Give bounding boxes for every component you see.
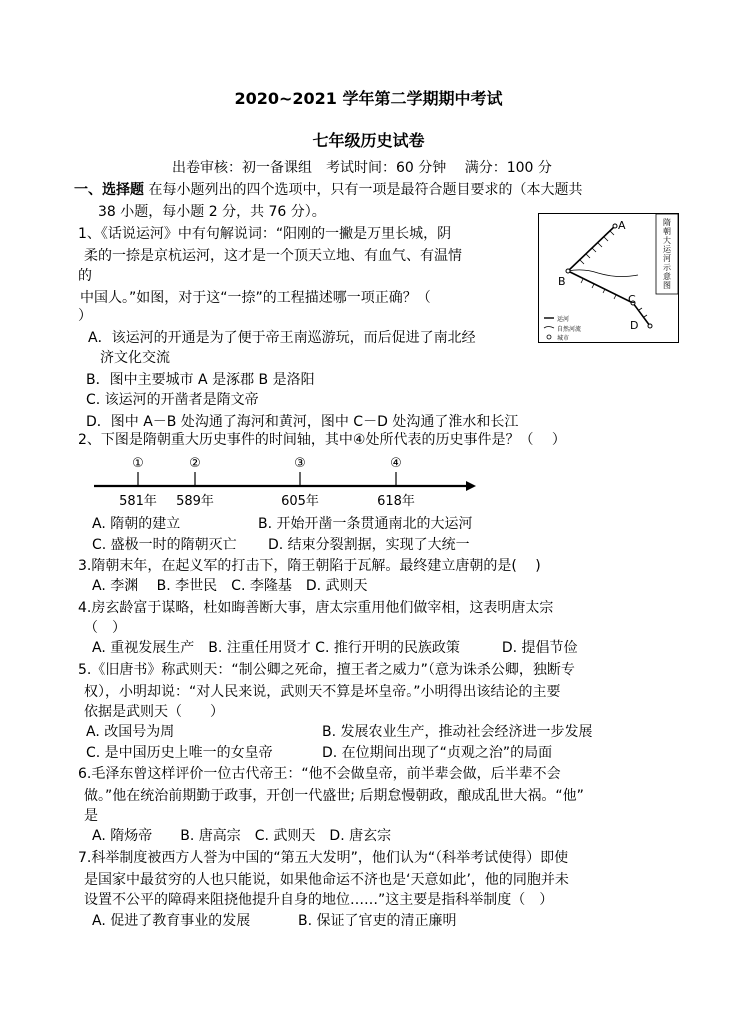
q5-stem-line: 权），小明却说：“对人民来说，武则天不算是坏皇帝。”小明得出该结论的主要	[84, 684, 561, 700]
q1-stem-line: 中国人。”如图，对于这“一捺”的工程描述哪一项正确？（	[80, 290, 431, 306]
timeline-year-2: 589年	[176, 494, 214, 509]
q2-option-d: D. 结束分裂割据，实现了大统一	[268, 537, 470, 553]
page-title: 2020~2021 学年第二学期期中考试	[234, 89, 503, 108]
svg-text:城市: 城市	[557, 335, 570, 342]
timeline-mark-2: ②	[189, 456, 201, 471]
map-title-8: 图	[663, 281, 671, 290]
q4-stem-line: 4.房玄龄富于谋略，杜如晦善断大事，唐太宗重用他们做宰相，这表明唐太宗	[78, 600, 554, 616]
timeline-year-4: 618年	[377, 494, 415, 509]
q5-option-b: B. 发展农业生产，推动社会经济进一步发展	[322, 724, 593, 740]
q6-options: A. 隋炀帝 B. 唐高宗 C. 武则天 D. 唐玄宗	[92, 828, 392, 844]
q1-stem-line: 柔的一捺是京杭运河，这才是一个顶天立地、有血气、有温情	[84, 248, 462, 264]
section-instructions-1: 在每小题列出的四个选项中，只有一项是最符合题目要求的（本大题共	[144, 182, 583, 198]
section-instructions	[74, 180, 582, 200]
section-instructions-2: 38 小题，每小题 2 分，共 76 分）。	[98, 204, 326, 220]
map-title-3: 大	[663, 236, 671, 245]
q1-option-a-cont: 济文化交流	[100, 350, 170, 366]
map-title-2: 朝	[663, 227, 671, 236]
map-title-4: 运	[663, 245, 671, 254]
q6-stem-line: 6.毛泽东曾这样评价一位古代帝王：“他不会做皇帝，前半辈会做，后半辈不会	[78, 766, 561, 782]
q2-option-a: A. 隋朝的建立	[92, 516, 181, 532]
q1-option-a: A．该运河的开通是为了便于帝王南巡游玩，而后促进了南北经	[88, 330, 476, 346]
q7-stem-line: 是国家中最贫穷的人也只能说，如果他命运不济也是‘天意如此’，他的同胞并未	[84, 872, 569, 888]
q5-stem-line: 5.《旧唐书》称武则天：“制公卿之死命，擅王者之威力”（意为诛杀公卿，独断专	[78, 662, 575, 678]
q5-stem-line: 依据是武则天（ ）	[84, 704, 224, 720]
q1-option-b: B．图中主要城市 A 是涿郡 B 是洛阳	[86, 372, 315, 388]
timeline-mark-1: ①	[132, 456, 144, 471]
svg-text:运河: 运河	[557, 316, 570, 323]
q2-option-c: C. 盛极一时的隋朝灭亡	[92, 537, 237, 553]
timeline-year-1: 581年	[119, 494, 157, 509]
q1-stem-line: 1、《话说运河》中有句解说词：“阳刚的一撇是万里长城，阴	[78, 226, 452, 242]
q7-option-a: A. 促进了教育事业的发展	[92, 913, 251, 929]
q7-stem-line: 设置不公平的障碍来阻挠他提升自身的地位……”这主要是指科举制度（ ）	[84, 892, 554, 908]
svg-text:自然河流: 自然河流	[557, 326, 582, 333]
q6-stem-line: 是	[84, 808, 98, 824]
canal-map	[538, 213, 679, 343]
q3-options: A. 李渊 B. 李世民 C. 李隆基 D. 武则天	[92, 578, 368, 594]
map-point-d: D	[630, 319, 639, 332]
timeline-year-3: 605年	[281, 494, 319, 509]
q4-stem-line: （ ）	[84, 620, 126, 636]
q2-option-b: B. 开始开凿一条贯通南北的大运河	[258, 516, 473, 532]
q1-option-d: D．图中 A－B 处沟通了海河和黄河，图中 C－D 处沟通了淮水和长江	[86, 414, 519, 430]
exam-info: 出卷审核：初一备课组 考试时间：60 分钟 满分：100 分	[172, 160, 552, 176]
timeline-chart	[86, 452, 478, 512]
timeline-mark-4: ④	[390, 456, 402, 471]
map-point-c: C	[628, 293, 636, 306]
map-title-6: 示	[663, 263, 671, 272]
timeline-arrow	[466, 481, 476, 491]
timeline-mark-3: ③	[294, 456, 306, 471]
q4-options: A. 重视发展生产 B. 注重任用贤才 C. 推行开明的民族政策 D. 提倡节俭	[92, 640, 578, 656]
q1-stem-line: 的	[78, 268, 92, 284]
q1-option-c: C. 该运河的开凿者是隋文帝	[86, 392, 259, 408]
map-title-1: 隋	[663, 218, 671, 227]
page-subtitle: 七年级历史试卷	[312, 131, 425, 150]
q5-option-c: C. 是中国历史上唯一的女皇帝	[86, 745, 273, 761]
map-point-a: A	[618, 219, 626, 232]
map-point-b: B	[558, 275, 566, 288]
q2-stem: 2、下图是隋朝重大历史事件的时间轴，其中④处所代表的历史事件是？（ ）	[78, 432, 566, 448]
q5-option-a: A. 改国号为周	[86, 724, 175, 740]
q1-stem-line: ）	[78, 308, 92, 324]
q6-stem-line: 做。”他在统治前期勤于政事，开创一代盛世; 后期怠慢朝政，酿成乱世大祸。“他”	[84, 788, 584, 804]
map-title-5: 河	[663, 254, 671, 263]
q7-stem-line: 7.科举制度被西方人誉为中国的“第五大发明”，他们认为“（科举考试使得）即使	[78, 850, 569, 866]
map-title-7: 意	[663, 272, 671, 281]
q5-option-d: D. 在位期间出现了“贞观之治”的局面	[322, 745, 553, 761]
section-heading: 一、选择题	[74, 182, 144, 198]
q7-option-b: B. 保证了官吏的清正廉明	[298, 913, 457, 929]
q3-stem: 3.隋朝末年，在起义军的打击下，隋王朝陷于瓦解。最终建立唐朝的是( )	[78, 558, 541, 574]
